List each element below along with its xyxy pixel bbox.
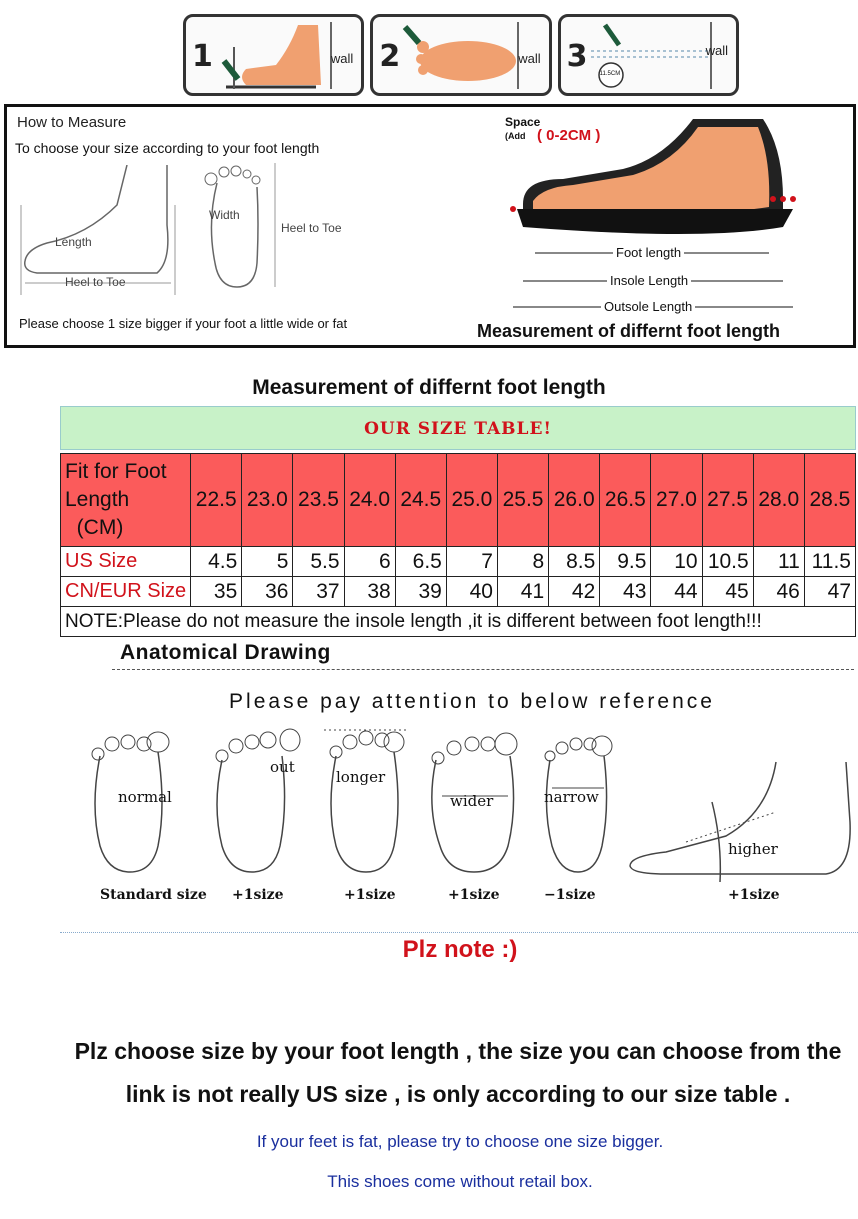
length-cell: 25.0 [446,454,497,547]
length-cell: 27.5 [702,454,753,547]
wall-label: wall [330,51,354,66]
us-size-cell: 10.5 [702,547,753,577]
size-table-banner: OUR SIZE TABLE! [60,406,856,450]
foot-tag-narrow: narrow [544,788,599,806]
length-cell: 28.0 [753,454,804,547]
retail-box-note: This shoes come without retail box. [327,1172,593,1191]
eu-size-header: CN/EUR Size [61,577,191,607]
gauge-value: 11.5CM [599,71,621,77]
length-cell: 26.5 [600,454,651,547]
us-size-header: US Size [61,547,191,577]
howto-subtitle: To choose your size according to your foot length [15,140,320,156]
eu-size-cell: 43 [600,577,651,607]
howto-note: Please choose 1 size bigger if your foot a little wide or fat [19,316,348,331]
space-value: ( 0-2CM ) [537,127,601,144]
foot-tag-normal: normal [118,788,172,806]
us-size-cell: 5 [242,547,293,577]
length-cell: 26.0 [549,454,600,547]
fat-feet-note: If your feet is fat, please try to choose one size bigger. [256,1132,664,1151]
step-1-panel [183,14,364,96]
length-cell: 24.0 [344,454,395,547]
outsole-length-label: Outsole Length [601,299,695,314]
step-number: 2 [379,39,401,74]
us-size-cell: 11.5 [804,547,855,577]
us-size-cell: 6.5 [395,547,446,577]
us-size-cell: 7 [446,547,497,577]
us-size-cell: 4.5 [191,547,242,577]
foot-length-row [61,454,856,547]
length-cell: 24.5 [395,454,446,547]
foot-tag-wider: wider [450,792,494,810]
us-size-cell: 10 [651,547,702,577]
higher-foot-side-icon [626,752,858,882]
eu-size-cell: 41 [497,577,548,607]
eu-size-cell: 44 [651,577,702,607]
eu-size-cell: 40 [446,577,497,607]
eu-size-row [61,577,856,607]
us-size-cell: 5.5 [293,547,344,577]
heel-to-toe-side-label: Heel to Toe [65,275,126,289]
wall-label: wall [705,43,728,58]
us-size-cell: 9.5 [600,547,651,577]
howto-title: How to Measure [17,114,127,131]
eu-size-cell: 37 [293,577,344,607]
us-size-cell: 8.5 [549,547,600,577]
length-header-cell: Fit for Foot Length (CM) [61,454,191,547]
length-cell: 23.0 [242,454,293,547]
insole-length-label: Insole Length [607,273,691,288]
eu-size-cell: 38 [344,577,395,607]
size-table-heading: Measurement of differnt foot length [252,376,606,399]
foot-tag-higher: higher [728,840,778,858]
foot-length-label: Foot length [613,245,684,260]
plz-note-heading: Plz note :) [402,936,518,963]
eu-size-cell: 45 [702,577,753,607]
step-number: 3 [566,39,588,74]
out-foot-icon [208,726,304,876]
foot-tag-out: out [270,758,295,776]
foot-caption-higher: +1size [728,887,780,903]
size-choice-note: Plz choose size by your foot length , the size you can choose from the link is not really US size , is only according to our size table . [74,1038,842,1107]
us-size-cell: 6 [344,547,395,577]
eu-size-cell: 47 [804,577,855,607]
length-cell: 27.0 [651,454,702,547]
wall-label: wall [518,51,541,66]
how-to-measure-panel [4,104,856,348]
dashed-divider [112,669,854,670]
eu-size-cell: 46 [753,577,804,607]
length-cell: 22.5 [191,454,242,547]
anatomical-drawing-title: Anatomical Drawing [120,641,331,664]
foot-caption-narrow: −1size [544,887,596,903]
eu-size-cell: 39 [395,577,446,607]
us-size-cell: 8 [497,547,548,577]
step-3-panel [558,14,739,96]
length-cell: 23.5 [293,454,344,547]
longer-foot-icon [322,726,406,876]
foot-caption-wider: +1size [448,887,500,903]
foot-caption-normal: Standard size [100,887,207,903]
us-size-cell: 11 [753,547,804,577]
foot-type-reference [60,722,858,932]
length-cell: 25.5 [497,454,548,547]
foot-tag-longer: longer [336,768,386,786]
attention-text: Please pay attention to below reference [229,690,715,713]
foot-caption-longer: +1size [344,887,396,903]
measurement-caption: Measurement of differnt foot length [477,321,780,341]
table-note-row [61,607,856,637]
step-2-panel [370,14,551,96]
step-number: 1 [192,39,213,74]
heel-to-toe-sole-label: Heel to Toe [281,221,342,235]
space-label: Space (Add [505,115,541,141]
eu-size-cell: 42 [549,577,600,607]
table-note: NOTE:Please do not measure the insole length ,it is different between foot length!!! [61,607,856,637]
foot-caption-out: +1size [232,887,284,903]
foot-sole-outline-icon [197,163,287,293]
us-size-row [61,547,856,577]
dotted-divider [60,932,858,933]
measure-steps [183,14,739,96]
length-label: Length [55,235,92,249]
eu-size-cell: 35 [191,577,242,607]
width-label: Width [209,208,240,222]
length-cell: 28.5 [804,454,855,547]
eu-size-cell: 36 [242,577,293,607]
size-table [60,453,856,637]
